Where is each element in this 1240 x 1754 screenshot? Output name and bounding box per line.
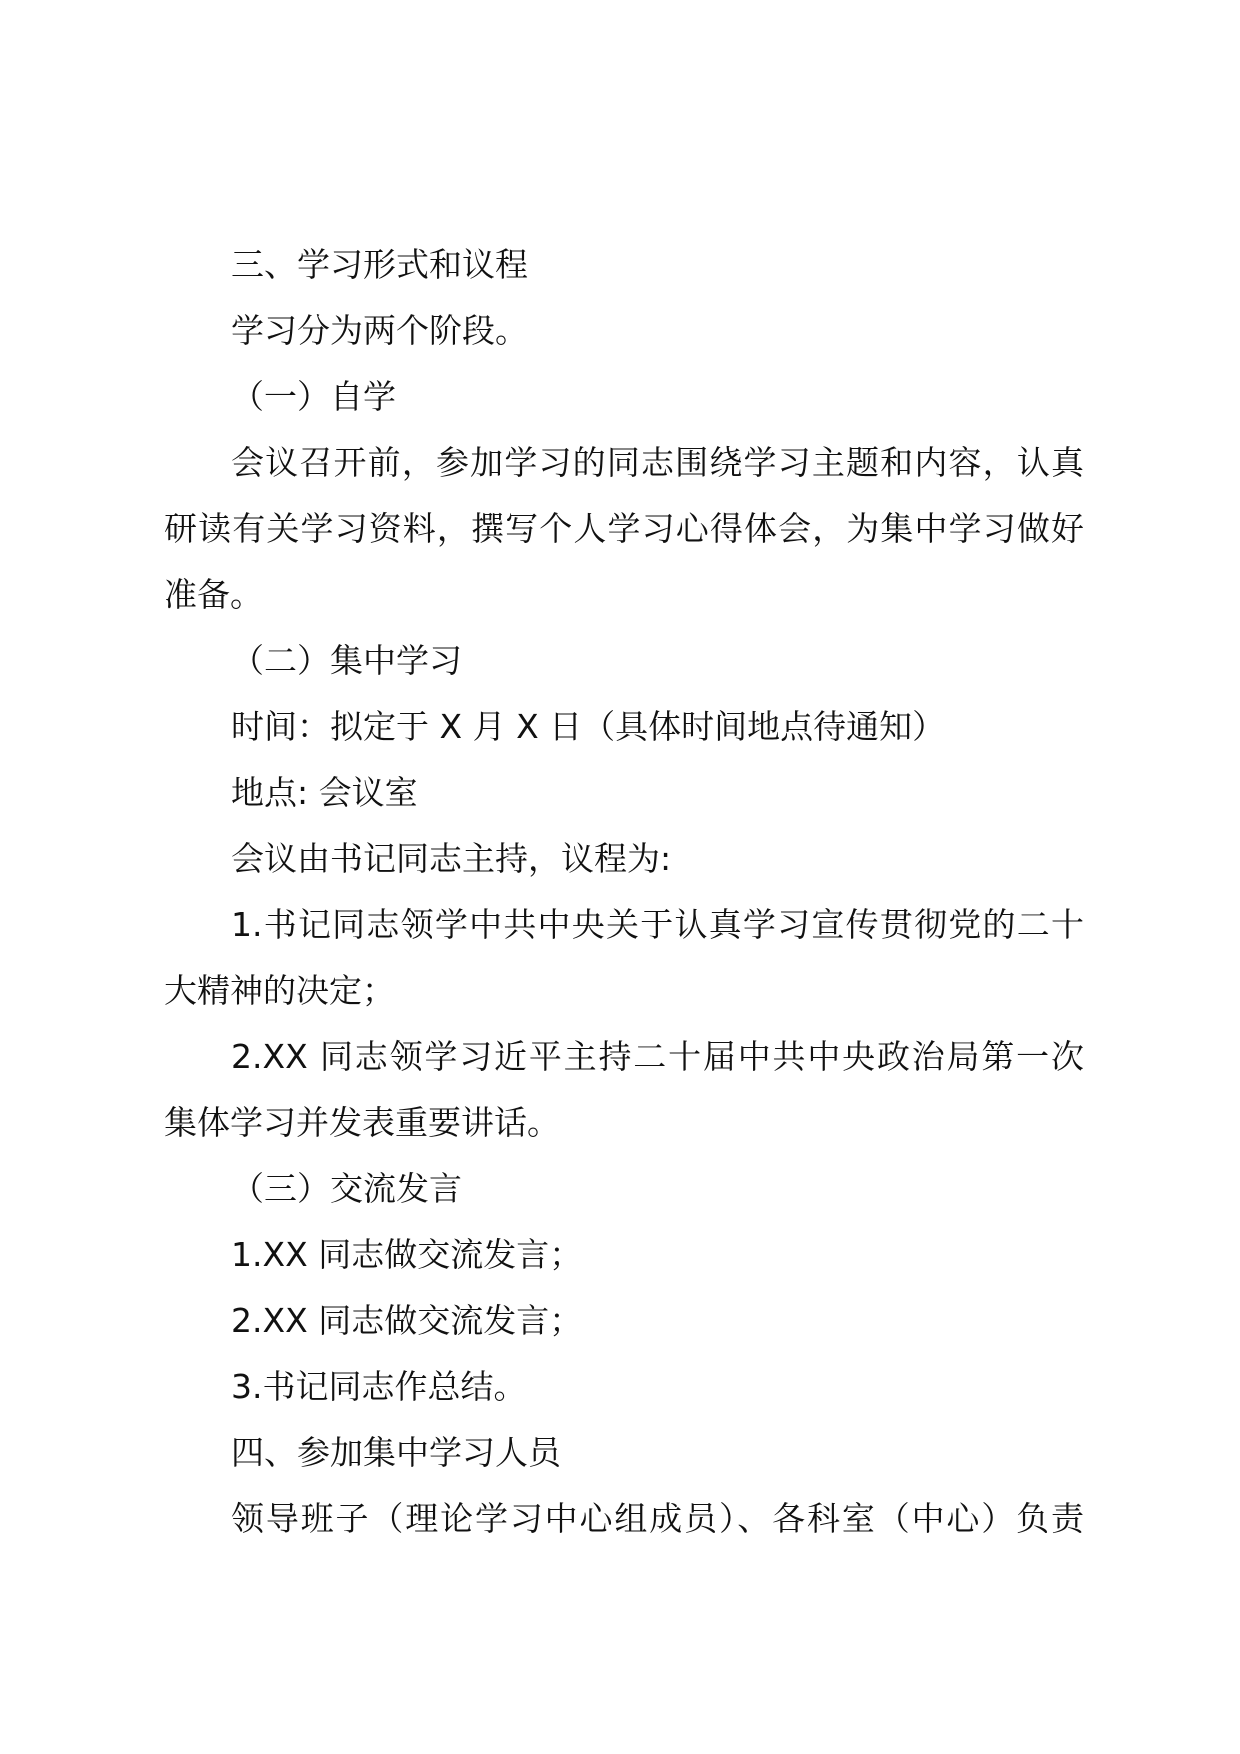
paragraph-line: 会议由书记同志主持，议程为: <box>231 839 672 878</box>
agenda-item-continuation: 大精神的决定； <box>164 971 395 1010</box>
paragraph-line: 研读有关学习资料，撰写个人学习心得体会，为集中学习做好 <box>164 509 1084 548</box>
subsection-heading-3: （三）交流发言 <box>231 1169 462 1208</box>
paragraph-line: 学习分为两个阶段。 <box>231 311 528 350</box>
document-body <box>164 232 1084 1552</box>
paragraph-line: 领导班子（理论学习中心组成员）、各科室（中心）负责 <box>231 1499 1084 1538</box>
list-item: 3.书记同志作总结。 <box>231 1367 527 1406</box>
list-item: 2.XX 同志做交流发言； <box>231 1301 583 1340</box>
meeting-location: 地点: 会议室 <box>231 773 418 812</box>
subsection-heading-1: （一）自学 <box>231 377 396 416</box>
list-item: 1.XX 同志做交流发言； <box>231 1235 583 1274</box>
paragraph-line: 准备。 <box>164 575 263 614</box>
paragraph-line: 会议召开前，参加学习的同志围绕学习主题和内容，认真 <box>231 443 1084 482</box>
subsection-heading-2: （二）集中学习 <box>231 641 462 680</box>
meeting-time: 时间：拟定于 X 月 X 日（具体时间地点待通知） <box>231 707 946 746</box>
agenda-item: 2.XX 同志领学习近平主持二十届中共中央政治局第一次 <box>231 1037 1084 1076</box>
agenda-item: 1.书记同志领学中共中央关于认真学习宣传贯彻党的二十 <box>231 905 1084 944</box>
agenda-item-continuation: 集体学习并发表重要讲话。 <box>164 1103 560 1142</box>
section-heading-3: 三、学习形式和议程 <box>231 245 528 284</box>
section-heading-4: 四、参加集中学习人员 <box>231 1433 561 1472</box>
